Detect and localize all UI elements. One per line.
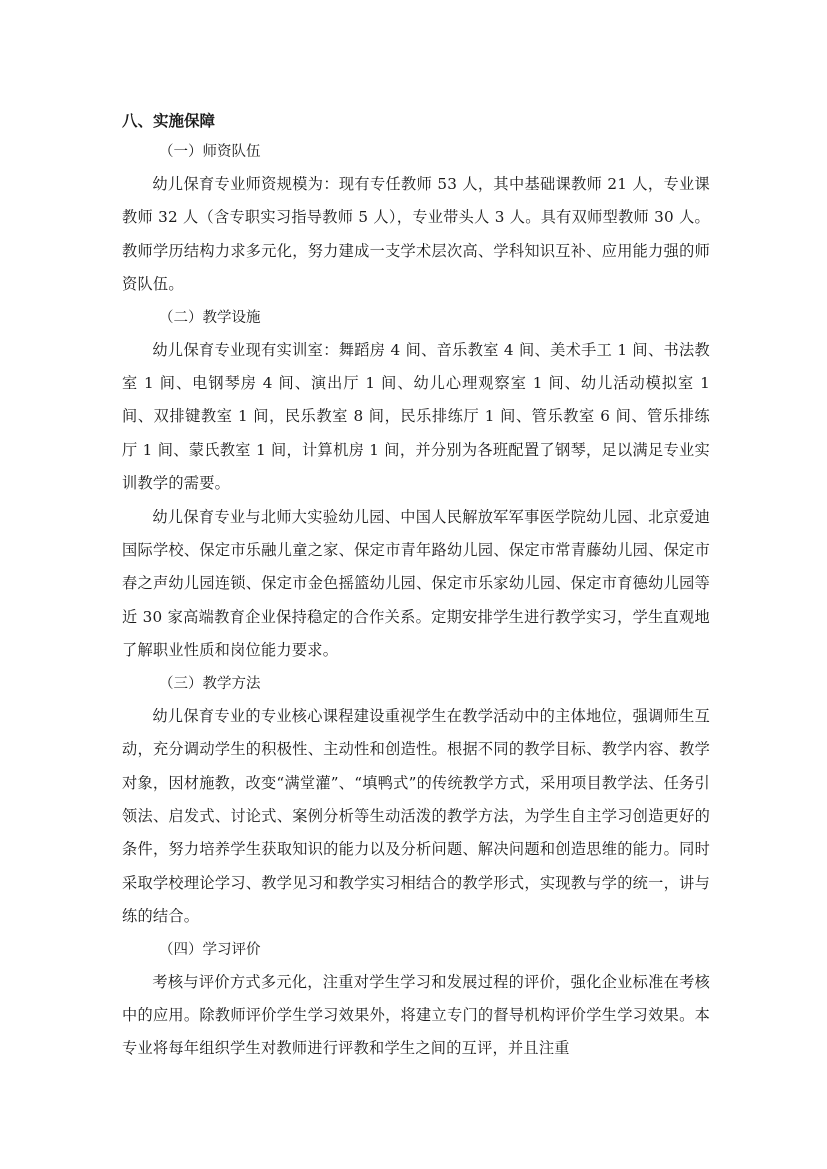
paragraph: 幼儿保育专业与北师大实验幼儿园、中国人民解放军军事医学院幼儿园、北京爱迪国际学校、保定市乐融儿童之家、保定市青年路幼儿园、保定市常青藤幼儿园、保定市春之声幼儿园连锁、保定市金色摇篮幼儿园、保定市乐家幼儿园、保定市育德幼儿园等近 30 家高端教育企业保持稳定的合作关系。定期安排学生进行教学实习，学生直观地了解职业性质和岗位能力要求。	[122, 507, 710, 660]
subsection-heading: （四）学习评价	[159, 941, 261, 958]
paragraph: 幼儿保育专业现有实训室：舞蹈房 4 间、音乐教室 4 间、美术手工 1 间、书法教室 1 间、电钢琴房 4 间、演出厅 1 间、幼儿心理观察室 1 间、幼儿活动模拟室 1 间、双排键教室 1 间，民乐教室 8 间，民乐排练厅 1 间、管乐教室 6 间、管乐排练厅 1 间、蒙氏教室 1 间，计算机房 1 间，并分别为各班配置了钢琴，足以满足专业实训教学的需要。	[122, 340, 710, 493]
subsection-faculty	[122, 136, 710, 302]
paragraph: 幼儿保育专业的专业核心课程建设重视学生在教学活动中的主体地位，强调师生互动，充分调动学生的积极性、主动性和创造性。根据不同的教学目标、教学内容、教学对象，因材施教，改变“满堂灌”、“填鸭式”的传统教学方式，采用项目教学法、任务引领法、启发式、讨论式、案例分析等生动活泼的教学方法，为学生自主学习创造更好的条件，努力培养学生获取知识的能力以及分析问题、解决问题和创造思维的能力。同时采取学校理论学习、教学见习和教学实习相结合的教学形式，实现教与学的统一，讲与练的结合。	[122, 706, 710, 926]
subsection-facilities	[122, 302, 710, 668]
paragraph: 幼儿保育专业师资规模为：现有专任教师 53 人，其中基础课教师 21 人，专业课教师 32 人（含专职实习指导教师 5 人），专业带头人 3 人。具有双师型教师 30 人。教师学历结构力求多元化，努力建成一支学术层次高、学科知识互补、应用能力强的师资队伍。	[122, 175, 710, 294]
paragraph: 考核与评价方式多元化，注重对学生学习和发展过程的评价，强化企业标准在考核中的应用。除教师评价学生学习效果外，将建立专门的督导机构评价学生学习效果。本专业将每年组织学生对教师进行评教和学生之间的互评，并且注重	[122, 972, 710, 1058]
subsection-teaching-methods	[122, 668, 710, 934]
subsection-heading: （二）教学设施	[159, 309, 261, 326]
subsection-heading: （一）师资队伍	[159, 144, 261, 160]
document-body	[122, 106, 710, 1066]
subsection-heading: （三）教学方法	[159, 675, 261, 692]
section-title: 八、实施保障	[122, 112, 216, 130]
subsection-evaluation	[122, 934, 710, 1066]
